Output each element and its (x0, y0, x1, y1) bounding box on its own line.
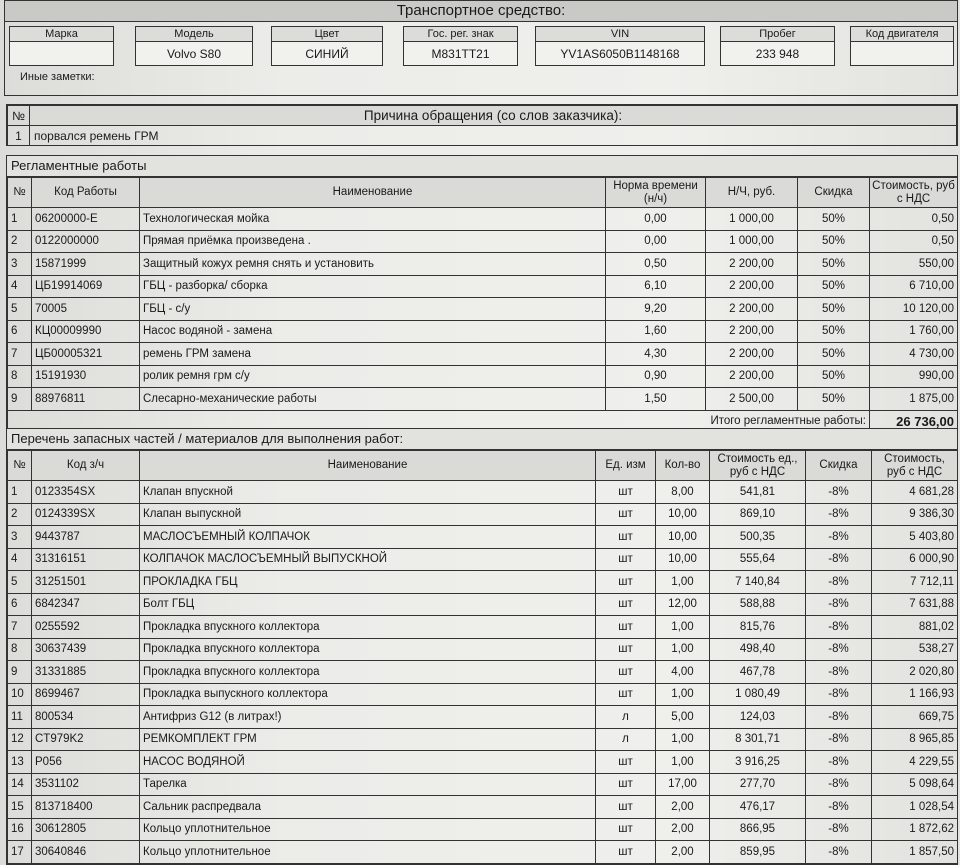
field-color (271, 26, 383, 66)
cell-norm: 0,90 (606, 365, 706, 388)
cell-name: Прокладка выпускного коллектора (140, 683, 596, 706)
cell-cost: 5 403,80 (872, 526, 958, 549)
cell-name: ГБЦ - с/у (140, 298, 606, 321)
cell-name: Технологическая мойка (140, 208, 606, 231)
cell-cost: 538,27 (872, 638, 958, 661)
vehicle-title: Транспортное средство: (5, 1, 957, 22)
parts-header-num: № (8, 451, 32, 481)
cell-num: 3 (8, 526, 32, 549)
field-model (135, 26, 253, 66)
parts-table (7, 450, 958, 864)
cell-code: 15871999 (32, 253, 140, 276)
cell-rate: 2 500,00 (706, 388, 798, 411)
cell-unit-cost: 3 916,25 (710, 751, 806, 774)
cell-discount: -8% (806, 796, 872, 819)
cell-cost: 4 730,00 (870, 343, 958, 366)
cell-name: Болт ГБЦ (140, 593, 596, 616)
table-row (8, 818, 958, 841)
parts-header-unit: Ед. изм (596, 451, 656, 481)
cell-name: ремень ГРМ замена (140, 343, 606, 366)
field-label: Код двигателя (851, 27, 953, 42)
works-header-rate: Н/Ч, руб. (706, 178, 798, 208)
parts-section (6, 428, 958, 865)
cell-qty: 1,00 (656, 683, 710, 706)
cell-norm: 9,20 (606, 298, 706, 321)
cell-num: 2 (8, 503, 32, 526)
cell-unit: шт (596, 661, 656, 684)
cell-rate: 2 200,00 (706, 253, 798, 276)
works-header-name: Наименование (140, 178, 606, 208)
field-plate (403, 26, 518, 66)
cell-discount: 50% (798, 208, 870, 231)
cell-norm: 6,10 (606, 275, 706, 298)
cell-cost: 9 386,30 (872, 503, 958, 526)
cell-cost: 6 000,90 (872, 548, 958, 571)
table-row (8, 503, 958, 526)
cell-cost: 6 710,00 (870, 275, 958, 298)
field-mileage (720, 26, 835, 66)
cell-name: Прокладка впускного коллектора (140, 616, 596, 639)
cell-code: 0123354SX (32, 481, 140, 504)
cell-num: 7 (8, 343, 32, 366)
cell-qty: 2,00 (656, 818, 710, 841)
cell-discount: -8% (806, 593, 872, 616)
table-row (8, 343, 958, 366)
cell-discount: -8% (806, 638, 872, 661)
cell-discount: -8% (806, 481, 872, 504)
cell-unit: шт (596, 796, 656, 819)
table-row (8, 548, 958, 571)
cell-num: 13 (8, 751, 32, 774)
cell-discount: 50% (798, 275, 870, 298)
cell-unit-cost: 467,78 (710, 661, 806, 684)
cell-qty: 10,00 (656, 526, 710, 549)
cell-qty: 1,00 (656, 728, 710, 751)
cell-unit-cost: 866,95 (710, 818, 806, 841)
cell-cost: 669,75 (872, 706, 958, 729)
cell-qty: 10,00 (656, 503, 710, 526)
cell-rate: 2 200,00 (706, 343, 798, 366)
cell-num: 7 (8, 616, 32, 639)
cell-discount: -8% (806, 751, 872, 774)
cell-qty: 2,00 (656, 841, 710, 864)
cell-num: 9 (8, 388, 32, 411)
cell-cost: 1 028,54 (872, 796, 958, 819)
cell-unit: л (596, 728, 656, 751)
cell-code: 31251501 (32, 571, 140, 594)
cell-unit-cost: 498,40 (710, 638, 806, 661)
cell-num: 6 (8, 593, 32, 616)
cell-discount: -8% (806, 841, 872, 864)
table-row (8, 796, 958, 819)
table-row (8, 571, 958, 594)
cell-cost: 7 631,88 (872, 593, 958, 616)
works-header-num: № (8, 178, 32, 208)
works-header-code: Код Работы (32, 178, 140, 208)
cell-cost: 8 965,85 (872, 728, 958, 751)
table-row (8, 728, 958, 751)
cell-code: CT979K2 (32, 728, 140, 751)
cell-name: Защитный кожух ремня снять и установить (140, 253, 606, 276)
cell-unit-cost: 8 301,71 (710, 728, 806, 751)
cell-name: РЕМКОМПЛЕКТ ГРМ (140, 728, 596, 751)
table-row (8, 841, 958, 864)
cell-cost: 5 098,64 (872, 773, 958, 796)
cell-code: P056 (32, 751, 140, 774)
cell-unit-cost: 124,03 (710, 706, 806, 729)
table-row (8, 320, 958, 343)
cell-code: 30640846 (32, 841, 140, 864)
cell-qty: 5,00 (656, 706, 710, 729)
cell-unit-cost: 500,35 (710, 526, 806, 549)
table-row (8, 638, 958, 661)
cell-code: 9443787 (32, 526, 140, 549)
cell-unit: шт (596, 526, 656, 549)
cell-num: 16 (8, 818, 32, 841)
cell-discount: -8% (806, 526, 872, 549)
field-value: СИНИЙ (305, 47, 349, 61)
cell-unit-cost: 277,70 (710, 773, 806, 796)
cell-rate: 1 000,00 (706, 230, 798, 253)
cell-name: ГБЦ - разборка/ сборка (140, 275, 606, 298)
table-row (8, 275, 958, 298)
cell-discount: 50% (798, 298, 870, 321)
cell-name: Клапан выпускной (140, 503, 596, 526)
parts-header-qty: Кол-во (656, 451, 710, 481)
table-row (8, 365, 958, 388)
cell-unit-cost: 815,76 (710, 616, 806, 639)
cell-discount: -8% (806, 571, 872, 594)
cell-discount: 50% (798, 320, 870, 343)
cell-cost: 10 120,00 (870, 298, 958, 321)
field-brand (9, 26, 114, 66)
field-value: YV1AS6050B1148168 (560, 47, 680, 61)
cell-name: ролик ремня грм с/у (140, 365, 606, 388)
cell-name: Кольцо уплотнительное (140, 841, 596, 864)
cell-unit: шт (596, 571, 656, 594)
works-total-value: 26 736,00 (870, 410, 958, 433)
cell-unit-cost: 588,88 (710, 593, 806, 616)
cell-name: Прямая приёмка произведена . (140, 230, 606, 253)
reason-row-text: порвался ремень ГРМ (30, 126, 957, 146)
cell-name: Кольцо уплотнительное (140, 818, 596, 841)
cell-num: 10 (8, 683, 32, 706)
field-value (10, 42, 113, 66)
cell-qty: 1,00 (656, 571, 710, 594)
cell-unit: шт (596, 593, 656, 616)
cell-discount: -8% (806, 683, 872, 706)
cell-name: НАСОС ВОДЯНОЙ (140, 751, 596, 774)
cell-cost: 1 166,93 (872, 683, 958, 706)
cell-num: 8 (8, 638, 32, 661)
cell-code: 3531102 (32, 773, 140, 796)
table-row (8, 661, 958, 684)
cell-unit: л (596, 706, 656, 729)
cell-qty: 4,00 (656, 661, 710, 684)
works-header-cost: Стоимость, руб с НДС (870, 178, 958, 208)
cell-discount: 50% (798, 388, 870, 411)
cell-qty: 2,00 (656, 796, 710, 819)
cell-cost: 990,00 (870, 365, 958, 388)
cell-code: 31316151 (32, 548, 140, 571)
cell-code: ЦБ00005321 (32, 343, 140, 366)
table-row (8, 593, 958, 616)
table-row (8, 230, 958, 253)
cell-cost: 550,00 (870, 253, 958, 276)
cell-discount: 50% (798, 365, 870, 388)
works-section (6, 155, 958, 434)
cell-rate: 2 200,00 (706, 298, 798, 321)
cell-discount: -8% (806, 503, 872, 526)
reason-title: Причина обращения (со слов заказчика): (30, 106, 957, 126)
cell-unit-cost: 1 080,49 (710, 683, 806, 706)
cell-num: 3 (8, 253, 32, 276)
table-row (8, 683, 958, 706)
works-header-discount: Скидка (798, 178, 870, 208)
cell-discount: 50% (798, 343, 870, 366)
cell-code: 6842347 (32, 593, 140, 616)
cell-unit: шт (596, 841, 656, 864)
cell-name: Прокладка впускного коллектора (140, 638, 596, 661)
field-vin (535, 26, 705, 66)
cell-discount: -8% (806, 728, 872, 751)
cell-code: 15191930 (32, 365, 140, 388)
field-label: Модель (136, 27, 252, 42)
cell-name: ПРОКЛАДКА ГБЦ (140, 571, 596, 594)
cell-unit: шт (596, 503, 656, 526)
cell-num: 1 (8, 208, 32, 231)
vehicle-section (4, 0, 958, 96)
cell-cost: 0,50 (870, 208, 958, 231)
cell-discount: -8% (806, 773, 872, 796)
cell-num: 1 (8, 481, 32, 504)
cell-unit: шт (596, 638, 656, 661)
cell-discount: -8% (806, 661, 872, 684)
cell-name: Антифриз G12 (в литрах!) (140, 706, 596, 729)
field-label: Пробег (721, 27, 834, 42)
cell-name: Слесарно-механические работы (140, 388, 606, 411)
table-row (8, 773, 958, 796)
cell-num: 4 (8, 275, 32, 298)
cell-code: 0124339SX (32, 503, 140, 526)
field-engine-code (850, 26, 954, 66)
cell-qty: 10,00 (656, 548, 710, 571)
cell-unit-cost: 555,64 (710, 548, 806, 571)
cell-cost: 1 872,62 (872, 818, 958, 841)
cell-cost: 4 681,28 (872, 481, 958, 504)
cell-num: 15 (8, 796, 32, 819)
field-value: М831ТТ21 (431, 47, 490, 61)
reason-section (6, 104, 958, 146)
cell-cost: 1 760,00 (870, 320, 958, 343)
cell-cost: 7 712,11 (872, 571, 958, 594)
cell-cost: 881,02 (872, 616, 958, 639)
cell-name: Насос водяной - замена (140, 320, 606, 343)
cell-unit-cost: 476,17 (710, 796, 806, 819)
cell-norm: 0,00 (606, 208, 706, 231)
cell-num: 4 (8, 548, 32, 571)
cell-qty: 8,00 (656, 481, 710, 504)
cell-cost: 1 857,50 (872, 841, 958, 864)
cell-num: 9 (8, 661, 32, 684)
table-row (8, 481, 958, 504)
table-row (8, 751, 958, 774)
cell-num: 2 (8, 230, 32, 253)
works-title: Регламентные работы (7, 156, 957, 177)
cell-num: 14 (8, 773, 32, 796)
cell-qty: 1,00 (656, 616, 710, 639)
cell-name: Прокладка впускного коллектора (140, 661, 596, 684)
cell-code: 88976811 (32, 388, 140, 411)
parts-rows (8, 481, 958, 864)
parts-header-cost: Стоимость, руб с НДС (872, 451, 958, 481)
field-value (851, 42, 953, 66)
cell-unit: шт (596, 481, 656, 504)
cell-code: 800534 (32, 706, 140, 729)
cell-name: Тарелка (140, 773, 596, 796)
works-table (7, 177, 958, 433)
cell-unit-cost: 7 140,84 (710, 571, 806, 594)
cell-name: МАСЛОСЪЕМНЫЙ КОЛПАЧОК (140, 526, 596, 549)
cell-unit: шт (596, 751, 656, 774)
cell-unit: шт (596, 818, 656, 841)
cell-qty: 17,00 (656, 773, 710, 796)
field-label: Цвет (272, 27, 382, 42)
parts-header-discount: Скидка (806, 451, 872, 481)
field-value: Volvo S80 (166, 47, 222, 61)
cell-code: 8699467 (32, 683, 140, 706)
cell-qty: 12,00 (656, 593, 710, 616)
cell-code: 70005 (32, 298, 140, 321)
cell-code: 30637439 (32, 638, 140, 661)
parts-header-code: Код з/ч (32, 451, 140, 481)
cell-rate: 1 000,00 (706, 208, 798, 231)
reason-num-header: № (8, 106, 30, 126)
notes-label: Иные заметки: (20, 71, 95, 83)
cell-rate: 2 200,00 (706, 365, 798, 388)
cell-unit-cost: 859,95 (710, 841, 806, 864)
table-row (8, 298, 958, 321)
cell-name: Сальник распредвала (140, 796, 596, 819)
table-row (8, 526, 958, 549)
cell-name: Клапан впускной (140, 481, 596, 504)
field-label: Гос. рег. знак (404, 27, 517, 42)
cell-discount: -8% (806, 548, 872, 571)
cell-name: КОЛПАЧОК МАСЛОСЪЕМНЫЙ ВЫПУСКНОЙ (140, 548, 596, 571)
cell-norm: 0,00 (606, 230, 706, 253)
table-row (8, 253, 958, 276)
cell-norm: 1,50 (606, 388, 706, 411)
works-rows (8, 208, 958, 411)
cell-discount: 50% (798, 230, 870, 253)
cell-discount: -8% (806, 706, 872, 729)
reason-row-num: 1 (8, 126, 30, 146)
cell-num: 6 (8, 320, 32, 343)
cell-discount: -8% (806, 818, 872, 841)
cell-norm: 1,60 (606, 320, 706, 343)
cell-cost: 0,50 (870, 230, 958, 253)
cell-num: 5 (8, 298, 32, 321)
cell-qty: 1,00 (656, 751, 710, 774)
reason-table (7, 105, 957, 146)
cell-discount: 50% (798, 253, 870, 276)
cell-code: 813718400 (32, 796, 140, 819)
cell-unit: шт (596, 616, 656, 639)
cell-num: 8 (8, 365, 32, 388)
field-label: VIN (536, 27, 704, 42)
cell-num: 11 (8, 706, 32, 729)
cell-code: 06200000-Е (32, 208, 140, 231)
cell-unit-cost: 869,10 (710, 503, 806, 526)
cell-code: ЦБ19914069 (32, 275, 140, 298)
cell-code: 31331885 (32, 661, 140, 684)
cell-code: КЦ00009990 (32, 320, 140, 343)
cell-norm: 0,50 (606, 253, 706, 276)
works-header-norm: Норма времени (н/ч) (606, 178, 706, 208)
cell-code: 30612805 (32, 818, 140, 841)
cell-num: 5 (8, 571, 32, 594)
cell-rate: 2 200,00 (706, 320, 798, 343)
cell-unit: шт (596, 683, 656, 706)
cell-code: 0255592 (32, 616, 140, 639)
cell-norm: 4,30 (606, 343, 706, 366)
cell-qty: 1,00 (656, 638, 710, 661)
table-row (8, 208, 958, 231)
cell-unit: шт (596, 548, 656, 571)
cell-num: 17 (8, 841, 32, 864)
table-row (8, 706, 958, 729)
table-row (8, 388, 958, 411)
table-row (8, 616, 958, 639)
parts-title: Перечень запасных частей / материалов для выполнения работ: (7, 429, 957, 450)
cell-cost: 1 875,00 (870, 388, 958, 411)
works-total-label: Итого регламентные работы: (8, 410, 870, 433)
parts-header-unit-cost: Стоимость ед., руб с НДС (710, 451, 806, 481)
cell-unit: шт (596, 773, 656, 796)
field-value: 233 948 (755, 47, 800, 61)
cell-rate: 2 200,00 (706, 275, 798, 298)
cell-unit-cost: 541,81 (710, 481, 806, 504)
cell-cost: 2 020,80 (872, 661, 958, 684)
cell-cost: 4 229,55 (872, 751, 958, 774)
cell-num: 12 (8, 728, 32, 751)
cell-discount: -8% (806, 616, 872, 639)
parts-header-name: Наименование (140, 451, 596, 481)
cell-code: 0122000000 (32, 230, 140, 253)
field-label: Марка (10, 27, 113, 42)
